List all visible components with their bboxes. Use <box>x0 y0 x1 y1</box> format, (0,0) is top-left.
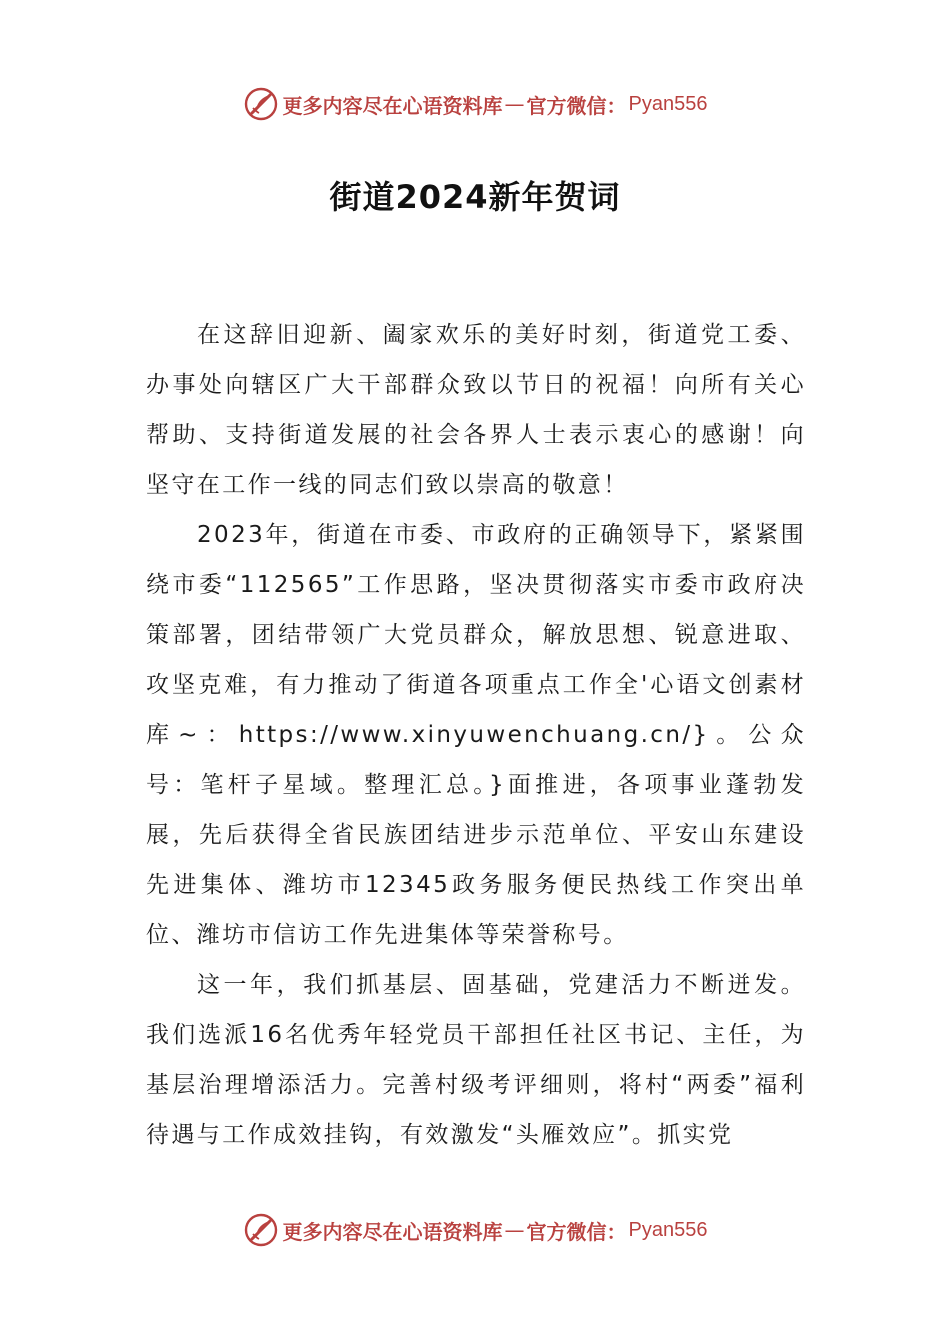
watermark-wechat-label: 官方微信： <box>526 1219 627 1244</box>
header-watermark <box>0 84 950 124</box>
watermark-separator: — <box>504 92 525 116</box>
footer-watermark <box>0 1210 950 1250</box>
watermark-wechat-id: Pyan556 <box>628 1218 708 1241</box>
watermark-brand: 更多内容尽在心语资料库 <box>282 1219 503 1244</box>
paragraph-1: 在这辞旧迎新、阖家欢乐的美好时刻，街道党工委、办事处向辖区广大干部群众致以节日的祝福！向所有关心帮助、支持街道发展的社会各界人士表示衷心的感谢！向坚守在工作一线的同志们致以崇高的敬意！ <box>146 322 806 498</box>
quill-logo-icon <box>243 1212 279 1248</box>
paragraph-3: 这一年，我们抓基层、固基础，党建活力不断迸发。我们选派16名优秀年轻党员干部担任社区书记、主任，为基层治理增添活力。完善村级考评细则，将村“两委”福利待遇与工作成效挂钩，有效激发“头雁效应”。抓实党 <box>146 972 806 1148</box>
document-title: 街道2024新年贺词 <box>329 178 621 216</box>
watermark-separator: — <box>504 1218 525 1242</box>
watermark-wechat-id: Pyan556 <box>628 92 708 115</box>
paragraph-2: 2023年，街道在市委、市政府的正确领导下，紧紧围绕市委“112565”工作思路，坚决贯彻落实市委市政府决策部署，团结带领广大党员群众，解放思想、锐意进取、攻坚克难，有力推动了街道各项重点工作全'心语文创素材库~：https://www.xinyuwenchuang.cn/}。公众号：笔杆子星域。整理汇总。}面推进，各项事业蓬勃发展，先后获得全省民族团结进步示范单位、平安山东建设先进集体、潍坊市12345政务服务便民热线工作突出单位、潍坊市信访工作先进集体等荣誉称号。 <box>146 522 806 948</box>
quill-logo-icon <box>243 86 279 122</box>
watermark-wechat-label: 官方微信： <box>526 93 627 118</box>
document-body <box>146 310 806 1160</box>
watermark-brand: 更多内容尽在心语资料库 <box>282 93 503 118</box>
